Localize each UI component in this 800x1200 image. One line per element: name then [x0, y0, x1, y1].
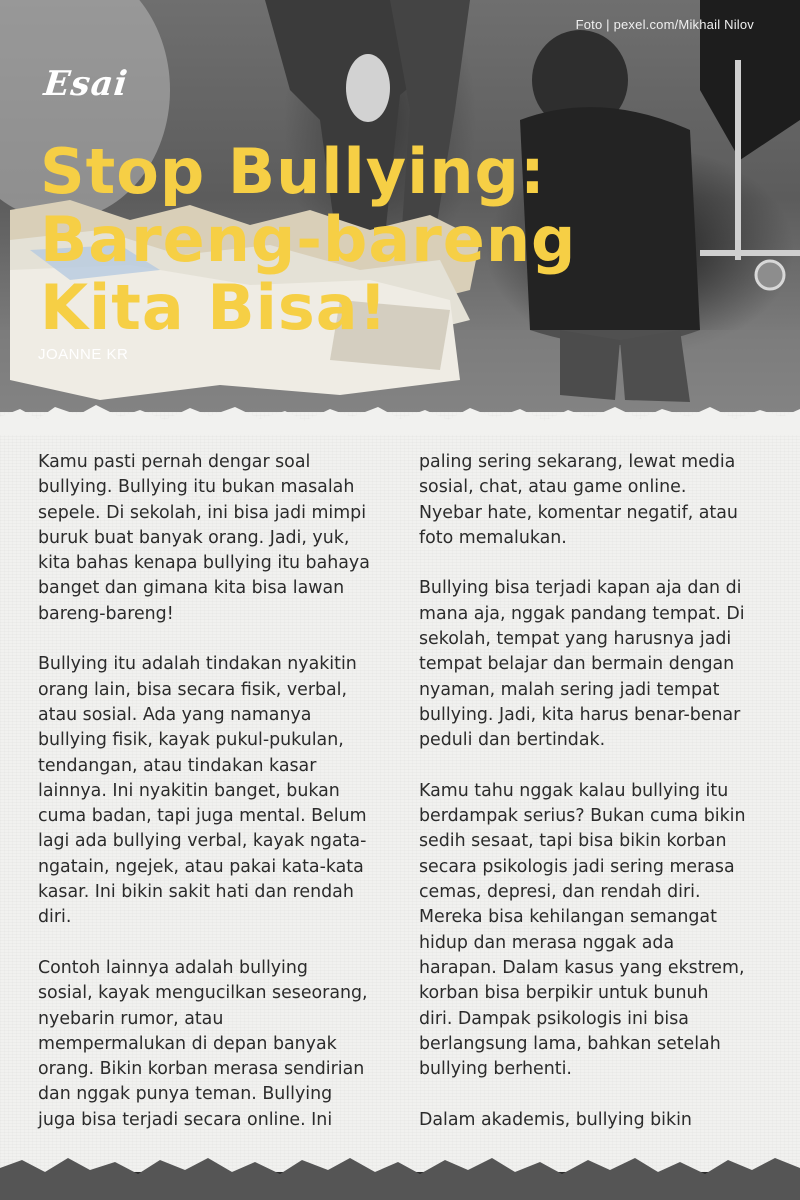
text-line: kasar. Ini bikin sakit hati dan rendah — [38, 882, 354, 903]
torn-edge-bottom — [0, 1140, 800, 1200]
author-name: JOANNE KR — [38, 346, 129, 363]
text-line: cuma badan, tapi juga mental. Belum — [38, 806, 367, 827]
text-line: paling sering sekarang, lewat media — [419, 452, 736, 472]
text-line: nyaman, malah sering jadi tempat — [419, 679, 720, 700]
text-line: Dalam akademis, bullying bikin — [419, 1109, 692, 1130]
text-line: buruk buat banyak orang. Jadi, yuk, — [38, 527, 350, 548]
text-line: mana aja, nggak pandang tempat. Di — [419, 603, 745, 624]
text-line: peduli dan bertindak. — [419, 730, 606, 751]
paragraph — [38, 956, 383, 1133]
text-line: sekolah, tempat yang harusnya jadi — [419, 629, 732, 650]
text-line: sosial, kayak mengucilkan seseorang, — [38, 983, 368, 1004]
text-line: kita bahas kenapa bullying itu bahaya — [38, 553, 370, 574]
text-line: banget dan gimana kita bisa lawan — [38, 578, 345, 599]
text-line: dan nggak punya teman. Bullying — [38, 1084, 333, 1105]
text-line: orang lain, bisa secara fisik, verbal, — [38, 679, 348, 700]
torn-edge-top — [0, 395, 800, 435]
text-line: bareng-bareng! — [38, 603, 174, 624]
article-column-left — [38, 450, 383, 1133]
text-line: Nyebar hate, komentar negatif, atau — [419, 502, 738, 523]
text-line: juga bisa terjadi secara online. Ini — [38, 1109, 333, 1130]
text-line: bullying. Jadi, kita harus benar-benar — [419, 704, 741, 725]
text-line: lainnya. Ini nyakitin banget, bukan — [38, 780, 340, 801]
article-column-right — [419, 450, 764, 1133]
paragraph — [419, 1108, 764, 1133]
text-line: Bullying bisa terjadi kapan aja dan di — [419, 578, 742, 599]
text-line: hidup dan merasa nggak ada — [419, 932, 675, 953]
page-title — [40, 135, 577, 344]
text-line: diri. — [38, 907, 72, 928]
paragraph — [38, 652, 383, 930]
paragraph — [38, 450, 383, 627]
title-line: Stop Bullying: — [40, 135, 546, 208]
text-line: ngatain, ngejek, atau pakai kata-kata — [38, 856, 364, 877]
text-line: secara psikologis jadi sering merasa — [419, 856, 735, 877]
title-line: Kita Bisa! — [40, 271, 388, 344]
text-line: berlangsung lama, bahkan setelah — [419, 1033, 721, 1054]
header-photo — [0, 0, 800, 440]
text-line: sepele. Di sekolah, ini bisa jadi mimpi — [38, 502, 367, 523]
text-line: Kamu pasti pernah dengar soal — [38, 452, 311, 472]
text-line: diri. Dampak psikologis ini bisa — [419, 1008, 689, 1029]
text-line: tendangan, atau tindakan kasar — [38, 755, 317, 776]
paragraph — [419, 450, 764, 551]
section-kicker: Esai — [41, 64, 131, 104]
text-line: korban bisa berpikir untuk bunuh — [419, 983, 709, 1004]
text-line: mempermalukan di depan banyak — [38, 1033, 337, 1054]
text-line: Kamu tahu nggak kalau bullying itu — [419, 780, 729, 801]
text-line: tempat belajar dan bermain dengan — [419, 654, 735, 675]
text-line: foto memalukan. — [419, 527, 567, 548]
title-line: Bareng-bareng — [40, 203, 577, 276]
photo-credit: Foto | pexel.com/Mikhail Nilov — [575, 17, 754, 32]
text-line: bullying fisik, kayak pukul-pukulan, — [38, 730, 344, 751]
text-line: cemas, depresi, dan rendah diri. — [419, 882, 701, 903]
text-line: lagi ada bullying verbal, kayak ngata- — [38, 831, 367, 852]
text-line: Contoh lainnya adalah bullying — [38, 957, 308, 978]
text-line: sedih sesaat, tapi bisa bikin korban — [419, 831, 727, 852]
text-line: Bullying itu adalah tindakan nyakitin — [38, 654, 357, 675]
paragraph — [419, 576, 764, 753]
text-line: bullying. Bullying itu bukan masalah — [38, 477, 355, 498]
text-line: bullying berhenti. — [419, 1059, 572, 1080]
text-line: nyebarin rumor, atau — [38, 1008, 224, 1029]
text-line: atau sosial. Ada yang namanya — [38, 704, 312, 725]
text-line: berdampak serius? Bukan cuma bikin — [419, 806, 746, 827]
text-line: harapan. Dalam kasus yang ekstrem, — [419, 957, 745, 978]
text-line: sosial, chat, atau game online. — [419, 477, 687, 498]
text-line: Mereka bisa kehilangan semangat — [419, 907, 717, 928]
paragraph — [419, 779, 764, 1083]
text-line: orang. Bikin korban merasa sendirian — [38, 1059, 365, 1080]
